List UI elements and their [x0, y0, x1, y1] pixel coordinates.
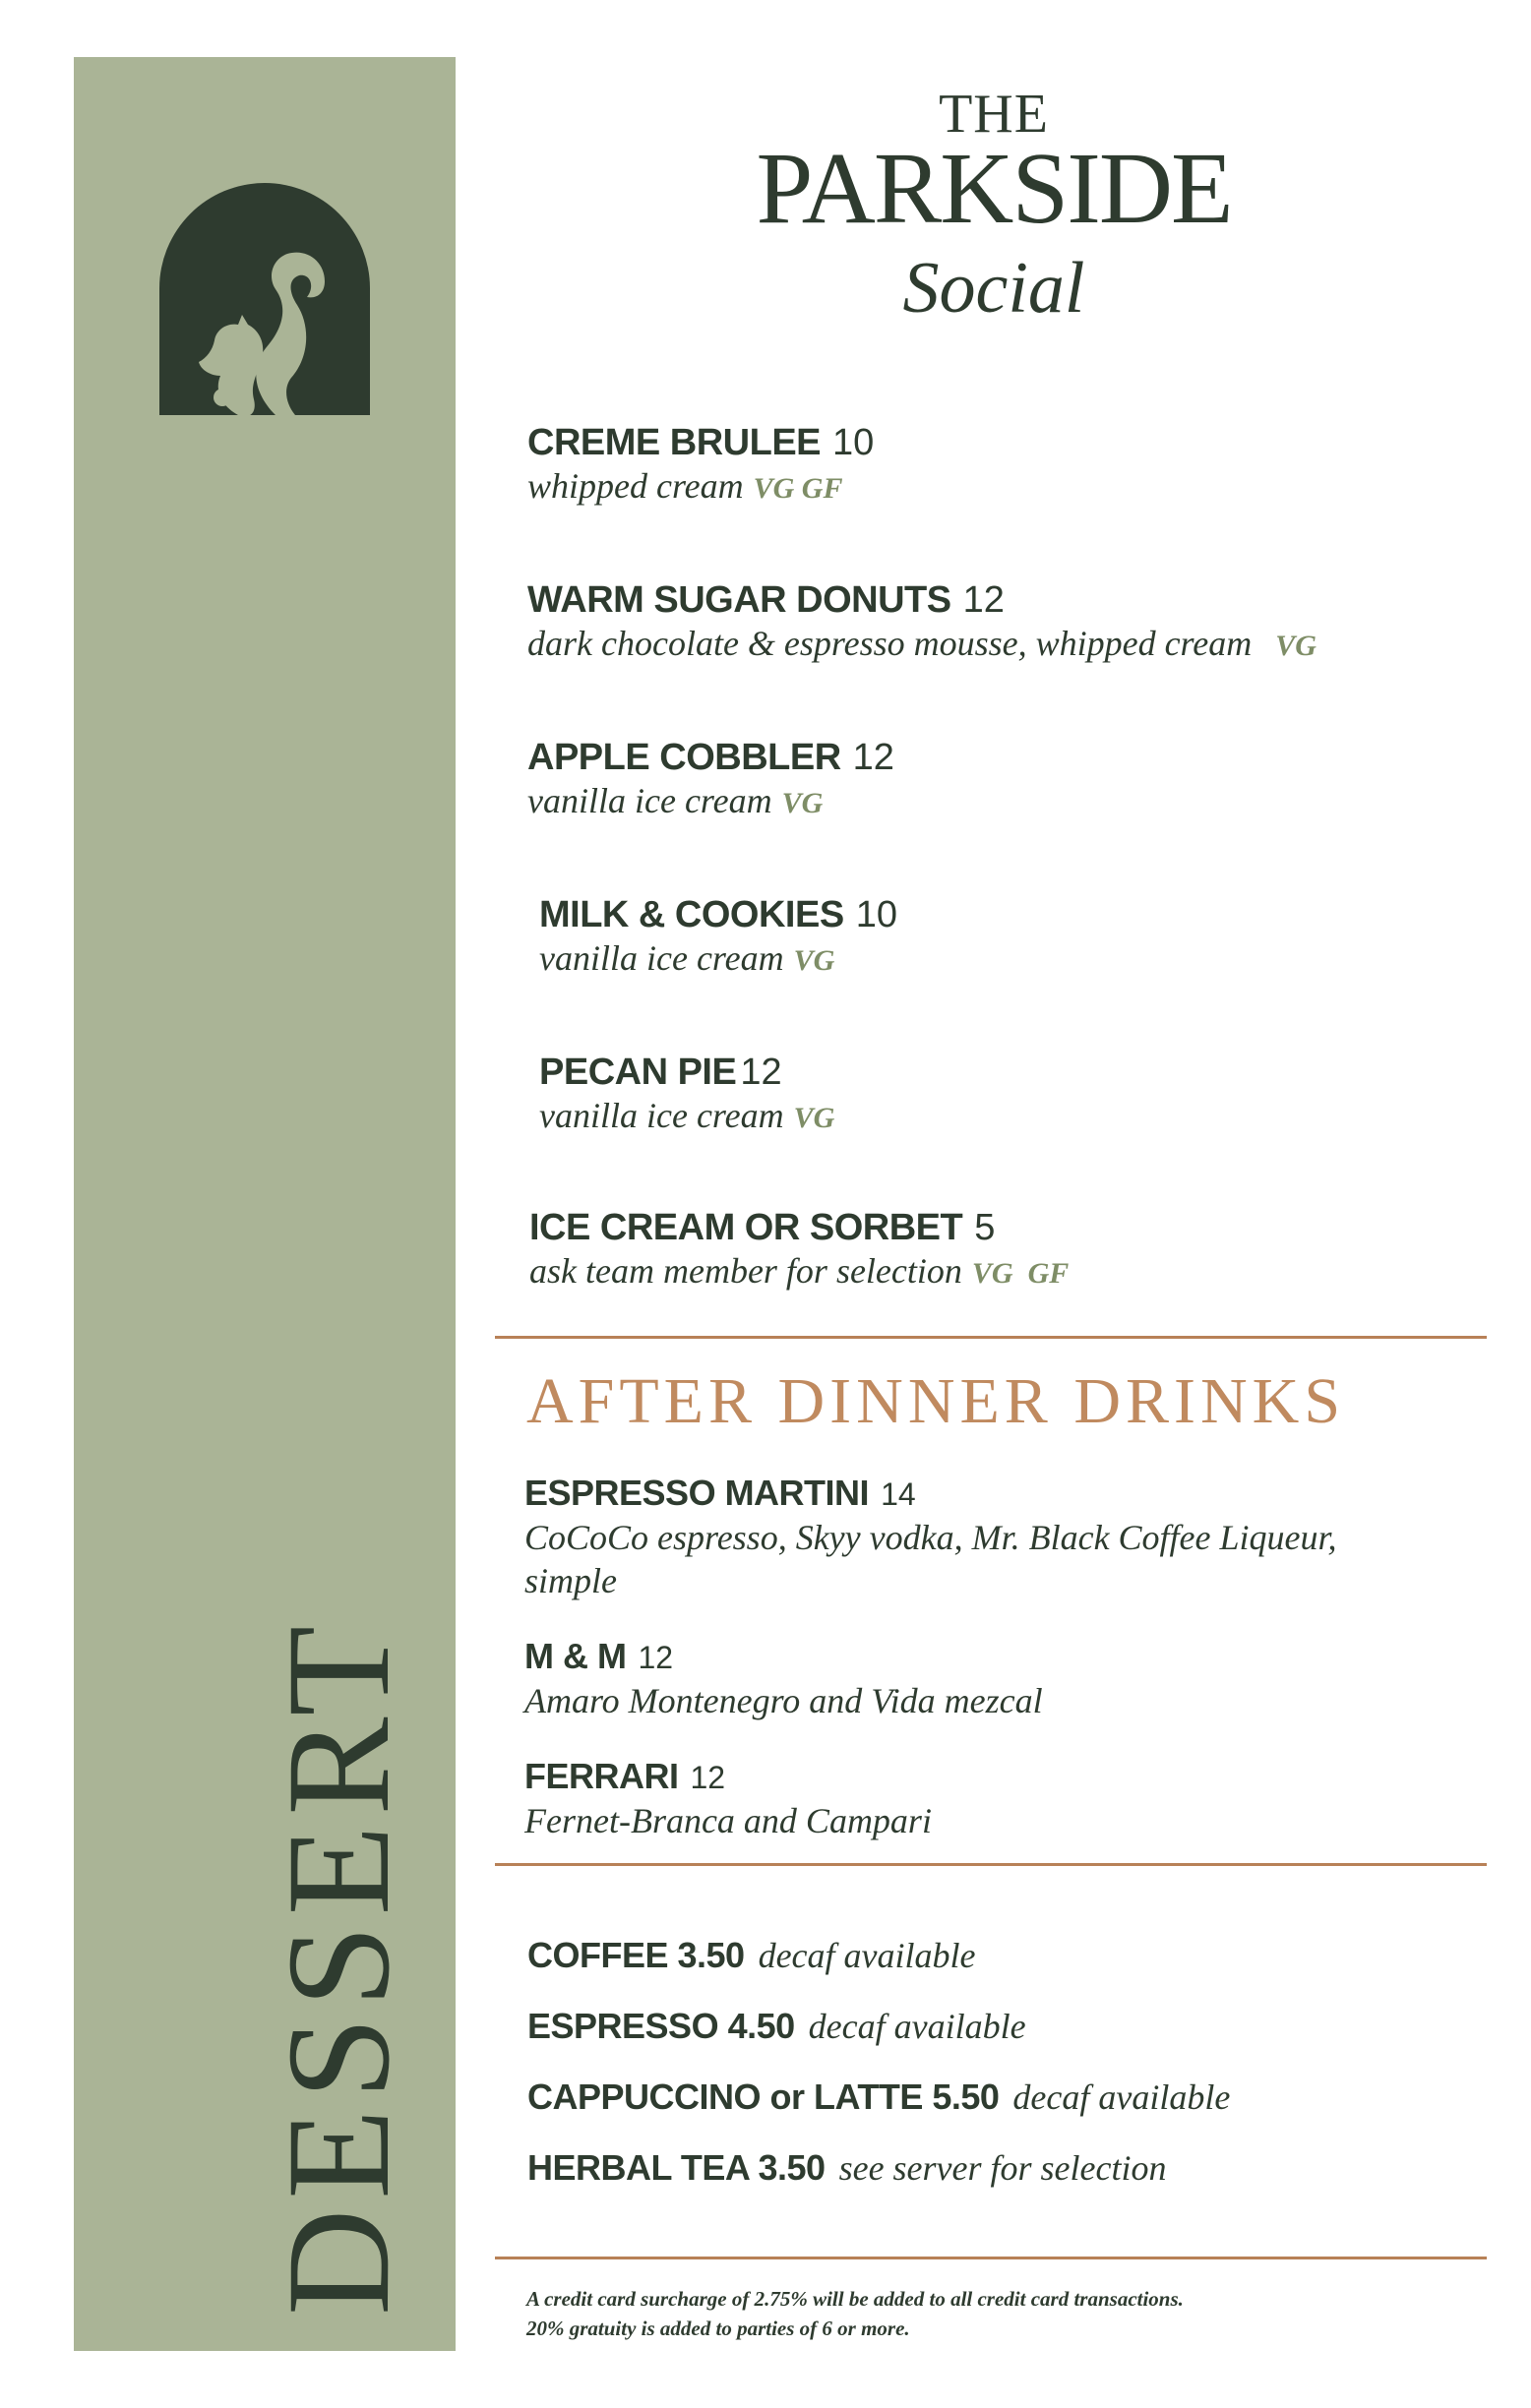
drink-description: Fernet-Branca and Campari: [524, 1801, 932, 1840]
item-name: PECAN PIE: [539, 1052, 737, 1093]
item-description: vanilla ice cream: [539, 938, 784, 978]
coffee-item-coffee: [527, 1934, 976, 1977]
menu-item-pecan-pie: [539, 1051, 834, 1140]
drink-espresso-martini: [524, 1472, 1390, 1602]
drink-name: M & M: [524, 1636, 627, 1676]
coffee-note: see server for selection: [838, 2148, 1167, 2188]
diet-tags: VG: [793, 944, 835, 977]
divider-middle: [495, 1863, 1487, 1866]
divider-bottom: [495, 2257, 1487, 2259]
sidebar-title: DESSERT: [257, 1615, 420, 2316]
diet-tags: VG GF: [971, 1257, 1070, 1290]
coffee-note: decaf available: [1012, 2077, 1231, 2117]
item-price: 10: [855, 894, 897, 935]
footer-note: [526, 2284, 1184, 2343]
coffee-item-espresso: [527, 2005, 1026, 2048]
item-price: 5: [974, 1207, 996, 1248]
footer-line-2: 20% gratuity is added to parties of 6 or more.: [526, 2317, 910, 2340]
diet-tags: VG: [781, 787, 824, 819]
coffee-item-herbal-tea: [527, 2146, 1166, 2190]
coffee-name: COFFEE 3.50: [527, 1935, 745, 1975]
item-description: ask team member for selection: [529, 1251, 962, 1291]
menu-item-ice-cream-sorbet: [529, 1206, 1069, 1295]
drink-price: 14: [881, 1476, 916, 1512]
drink-m-and-m: [524, 1635, 1390, 1722]
item-price: 12: [962, 579, 1005, 621]
drink-price: 12: [690, 1760, 726, 1795]
menu-item-milk-cookies: [539, 893, 897, 983]
after-dinner-title: AFTER DINNER DRINKS: [526, 1365, 1346, 1437]
drink-price: 12: [638, 1640, 674, 1675]
item-description: vanilla ice cream: [527, 781, 772, 820]
coffee-name: CAPPUCCINO or LATTE 5.50: [527, 2077, 1000, 2117]
item-description: vanilla ice cream: [539, 1096, 784, 1135]
sidebar-panel: [74, 57, 456, 2351]
item-name: WARM SUGAR DONUTS: [527, 579, 951, 621]
footer-line-1: A credit card surcharge of 2.75% will be added to all credit card transactions.: [526, 2287, 1184, 2311]
diet-tags: VG: [1275, 630, 1317, 662]
item-description: dark chocolate & espresso mousse, whipped cream: [527, 624, 1253, 663]
drink-description: CoCoCo espresso, Skyy vodka, Mr. Black Coffee Liqueur, simple: [524, 1518, 1337, 1600]
brand-script: Social: [902, 248, 1085, 329]
item-price: 12: [852, 737, 894, 778]
menu-item-apple-cobbler: [527, 736, 894, 825]
drink-name: ESPRESSO MARTINI: [524, 1473, 870, 1513]
coffee-item-cappuccino: [527, 2076, 1230, 2119]
coffee-note: decaf available: [758, 1936, 976, 1975]
item-name: CREME BRULEE: [527, 422, 822, 463]
coffee-note: decaf available: [808, 2007, 1026, 2046]
item-name: MILK & COOKIES: [539, 894, 844, 935]
coffee-name: HERBAL TEA 3.50: [527, 2147, 826, 2188]
item-price: 10: [832, 422, 875, 463]
menu-item-warm-sugar-donuts: [527, 578, 1317, 668]
drink-description: Amaro Montenegro and Vida mezcal: [524, 1681, 1043, 1720]
brand-name: PARKSIDE: [756, 132, 1232, 245]
brand-the: THE: [939, 84, 1049, 145]
item-description: whipped cream: [527, 466, 744, 506]
drink-name: FERRARI: [524, 1756, 679, 1796]
diet-tags: VG GF: [753, 472, 843, 505]
squirrel-arch-icon: [159, 183, 370, 415]
brand-logo: [728, 84, 1259, 362]
menu-item-creme-brulee: [527, 421, 874, 511]
item-price: 12: [740, 1052, 782, 1093]
drink-ferrari: [524, 1755, 1390, 1842]
divider-top: [495, 1336, 1487, 1339]
item-name: APPLE COBBLER: [527, 737, 841, 778]
item-name: ICE CREAM OR SORBET: [529, 1207, 963, 1248]
coffee-name: ESPRESSO 4.50: [527, 2006, 795, 2046]
diet-tags: VG: [793, 1102, 835, 1134]
